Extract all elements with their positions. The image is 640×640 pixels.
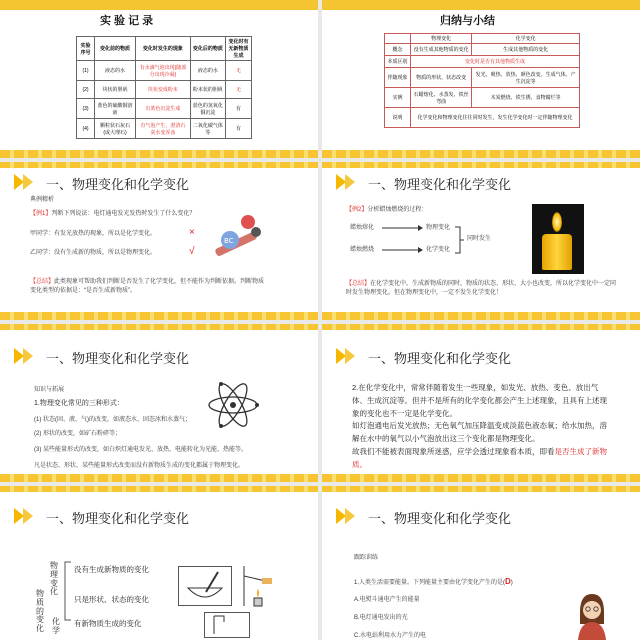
lab-apparatus-image-2 [204, 612, 250, 638]
cell: 实例 [385, 88, 411, 108]
chemical-change-label: 化学变化 [426, 247, 451, 253]
s5-subtitle: 知识与拓展 [34, 387, 65, 393]
experiment-table [76, 36, 252, 139]
cell: 物理变化 [411, 34, 472, 44]
s5-note: 凡是状态、形状、某些能量形式改变而没有新物质生成的变化都属于物理变化。 [34, 463, 245, 469]
physical-change-label: 物理变化 [426, 225, 451, 231]
summary-table [384, 33, 580, 128]
cell: 化学变化和物理变化往往同时发生，发生化学变化时一定伴随物理变化 [411, 108, 580, 128]
s1-title: 实 验 记 录 [100, 15, 154, 27]
cell: 有蓝色沉淀生成 [136, 99, 191, 119]
cell: 说明 [385, 108, 411, 128]
cell: 有气泡产生，澄清石灰水变浑浊 [136, 119, 191, 139]
chevron-icon [14, 508, 38, 524]
cell: (2) [77, 81, 95, 99]
summary-label: 【总结】 [30, 279, 55, 285]
step-melt: 蜡烛熔化 [350, 225, 375, 231]
side-label-chemical: 化学 [52, 617, 60, 635]
slide-1 [0, 0, 318, 158]
s5-item-1: (1) 状态(固、液、气)的改变，如液态水、固态冰和水蒸气； [34, 417, 191, 423]
slide-3 [0, 162, 318, 320]
cell: 液态的水 [95, 61, 136, 81]
s6-body [352, 382, 612, 471]
cell: 物质的形状、状态改变 [411, 68, 472, 88]
cell: 块状的胆矾 [95, 81, 136, 99]
cell: 概念 [385, 44, 411, 56]
teacher-avatar [572, 592, 612, 640]
wrong-mark: × [189, 227, 195, 238]
chevron-icon [336, 348, 360, 364]
slide-2 [322, 0, 640, 158]
s4-summary [346, 280, 618, 298]
lab-apparatus-image [236, 562, 280, 608]
side-label-physical: 物理变化 [50, 561, 58, 597]
s3-summary [30, 278, 270, 296]
section-title: 一、物理变化和化学变化 [368, 351, 512, 366]
question-text: 分析蜡烛燃烧的过程： [367, 207, 428, 213]
cell: 无 [226, 61, 252, 81]
th: 变化后的物质 [190, 37, 225, 61]
section-title: 一、物理变化和化学变化 [46, 511, 190, 526]
chevron-icon [336, 174, 360, 190]
option-c: C.水电站利用水力产生的电 [354, 633, 427, 639]
cell: 伴随现象 [385, 68, 411, 88]
cell: 生成其他物质的变化 [472, 44, 580, 56]
atom-icon [206, 378, 260, 432]
item: 只是形状、状态的变化 [74, 595, 149, 604]
s2-title: 归纳与小结 [440, 15, 495, 27]
cell: 有 [226, 99, 252, 119]
example-label: 【例2】 [346, 207, 368, 213]
cartoon-illustration [210, 212, 270, 260]
cell: 没有生成其他物质的变化 [411, 44, 472, 56]
cell: 发光、吸热、放热、颜色改变、生成气体、产生沉淀等 [472, 68, 580, 88]
cell: 本质区别 [385, 56, 411, 68]
question-text: 1.人类生活需要能量。下列能量主要由化学变化产生的是( [354, 580, 506, 586]
s8-question [354, 576, 513, 588]
item: 没有生成新物质的变化 [74, 565, 149, 574]
side-label-whole: 物质的变化 [36, 589, 44, 634]
th: 变化时有无新物质生成 [226, 37, 252, 61]
mortar-image [178, 566, 232, 606]
cell: 木炭燃烧、铁生锈、食物腐烂等 [472, 88, 580, 108]
paragraph: 如灯泡通电后发光放热；无色氧气加压降温变成淡蓝色液态氧；给水加热，溶解在水中的氧气以小气泡放出这三个变化都是物理变化。 [352, 421, 607, 443]
cell: 蓝色的氢氧化铜沉淀 [190, 99, 225, 119]
option-a: A.电熨斗通电产生的能量 [354, 597, 420, 603]
cell: (3) [77, 99, 95, 119]
th: 实验序号 [77, 37, 95, 61]
slide-5 [0, 324, 318, 482]
cell: 块状变成粉末 [136, 81, 191, 99]
s4-question [346, 206, 427, 215]
s5-heading: 1.物理变化常见的三种形式： [34, 400, 124, 407]
chevron-icon [336, 508, 360, 524]
section-title: 一、物理变化和化学变化 [46, 177, 190, 192]
question-text: 判断下列说法：电灯通电发光发热时发生了什么变化？ [51, 211, 196, 217]
candle-image [532, 204, 584, 274]
s5-item-3: (3) 某些能量形式的改变，如白炽灯通电发光、放热，电能转化为光能、热能等。 [34, 447, 248, 453]
summary-label: 【总结】 [346, 281, 371, 287]
chevron-icon [14, 174, 38, 190]
svg-text:BC: BC [224, 237, 234, 245]
s5-item-2: (2) 形状的改变，如矿石粉碎等； [34, 431, 122, 437]
answer: D [505, 577, 511, 586]
s8-subtitle: 跟踪训练 [354, 555, 379, 561]
cell: 化学变化 [472, 34, 580, 44]
slide-4 [322, 162, 640, 320]
step-burn: 蜡烛燃烧 [350, 247, 375, 253]
cell: 有 [226, 119, 252, 139]
simultaneous-label: 同时发生 [467, 236, 492, 242]
cell: 有水滴气泡出现(随部分出现冷凝) [136, 61, 191, 81]
slide-8 [322, 486, 640, 640]
th: 变化前的物质 [95, 37, 136, 61]
cell [385, 34, 411, 44]
th: 变化时发生的现象 [136, 37, 191, 61]
cell: 蓝色的硫酸铜溶液 [95, 99, 136, 119]
example-label: 【例1】 [30, 211, 52, 217]
cell: 变化时是否有其他物质生成 [411, 56, 580, 68]
slide-6 [322, 324, 640, 482]
cell: (1) [77, 61, 95, 81]
paragraph [352, 446, 612, 472]
highlight: 是否生成了新物质。 [352, 446, 607, 469]
answer-1: 甲同学：有发光放热的现象，所以是化学变化。 [30, 231, 157, 237]
section-title: 一、物理变化和化学变化 [46, 351, 190, 366]
bracket [62, 560, 72, 640]
cell: 液态的水 [190, 61, 225, 81]
right-mark: √ [189, 246, 195, 257]
s3-subtitle: 典例精析 [30, 197, 55, 203]
option-b: B.电灯通电发出的光 [354, 615, 408, 621]
cell: (4) [77, 119, 95, 139]
question-end: ) [510, 580, 513, 586]
text: 故我们不能被表面现象所迷惑，应学会透过现象看本质，即看 [352, 446, 555, 456]
section-title: 一、物理变化和化学变化 [368, 177, 512, 192]
arrows [380, 222, 424, 256]
cell: 二氧化碳气体等 [190, 119, 225, 139]
cell: 无 [226, 81, 252, 99]
bracket [454, 225, 464, 255]
section-title: 一、物理变化和化学变化 [368, 511, 512, 526]
cell: 粉末状的胆矾 [190, 81, 225, 99]
paragraph: 2.在化学变化中，常常伴随着发生一些现象，如发光、放热、变色、放出气体、生成沉淀等。但并不是所有的化学变化都会产生上述现象，且具有上述现象的变化也不一定是化学变化。 [352, 383, 607, 418]
summary-text: 此类现象可帮助我们判断是否发生了化学变化，但不能作为判断依据。判断物质变化类型的依据是：“是否生成新物质”。 [30, 279, 265, 294]
answer-2: 乙同学：没有生成新的物质，所以是物理变化。 [30, 250, 157, 256]
s3-question [30, 210, 195, 219]
item: 有新物质生成的变化 [74, 619, 142, 628]
cell: 颗粒状石灰石(或大理石) [95, 119, 136, 139]
summary-text: 在化学变化中，生成新物质的同时，物质的状态、形状、大小也改变，所以化学变化中一定同时发生物理变化，但在物理变化中，一定不发生化学变化！ [346, 281, 617, 296]
cell: 石蜡熔化、水蒸发、铁丝弯曲 [411, 88, 472, 108]
chevron-icon [14, 348, 38, 364]
slide-7 [0, 486, 318, 640]
